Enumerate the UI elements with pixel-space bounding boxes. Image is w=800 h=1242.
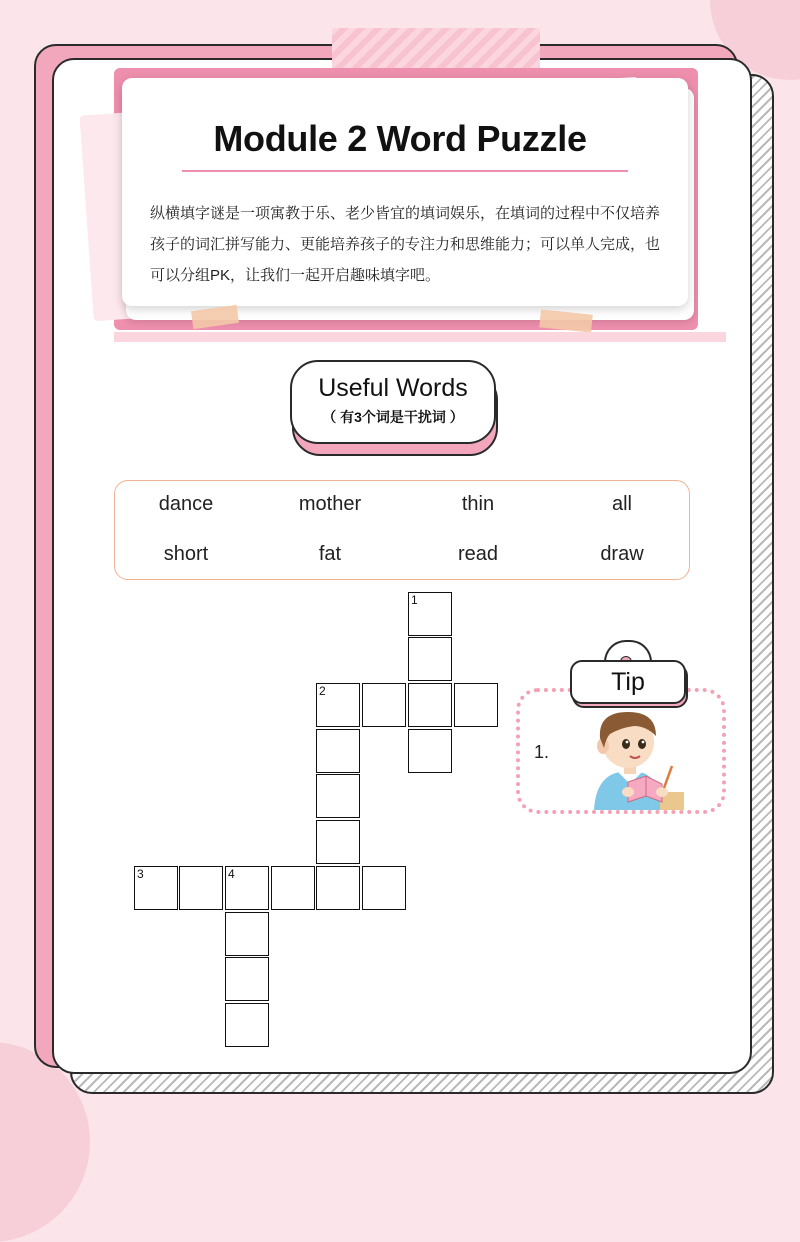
- crossword-cell[interactable]: [225, 957, 269, 1001]
- page-title: Module 2 Word Puzzle: [213, 118, 587, 159]
- crossword-cell[interactable]: [179, 866, 223, 910]
- word-bank-item: mother: [298, 493, 362, 515]
- clue-number: 3: [137, 867, 144, 881]
- clue-number: 2: [319, 684, 326, 698]
- word-bank-item: all: [611, 493, 632, 515]
- crossword-cell[interactable]: [271, 866, 315, 910]
- crossword-cell[interactable]: [408, 729, 452, 773]
- clue-number: 4: [228, 867, 235, 881]
- word-bank-item: short: [163, 543, 209, 565]
- crossword-cell[interactable]: [316, 866, 360, 910]
- crossword-cell[interactable]: [316, 820, 360, 864]
- word-bank-item: dance: [158, 493, 214, 515]
- tip-clue: 1.: [534, 742, 550, 762]
- word-bank-item: thin: [461, 493, 495, 515]
- crossword-cell[interactable]: [362, 683, 406, 727]
- word-bank-item: fat: [318, 543, 342, 565]
- useful-words-badge: [290, 360, 496, 444]
- crossword-cell[interactable]: [362, 866, 406, 910]
- crossword-cell[interactable]: [225, 912, 269, 956]
- boy-reading-illustration: [576, 704, 684, 810]
- header-bottom-strip: [114, 332, 726, 342]
- useful-words-title: Useful Words: [318, 374, 468, 402]
- crossword-cell[interactable]: [316, 774, 360, 818]
- useful-words-note: （ 有3个词是干扰词 ）: [322, 409, 464, 425]
- word-bank-item: read: [457, 543, 499, 565]
- crossword-cell[interactable]: [454, 683, 498, 727]
- tip-label: Tip: [570, 660, 686, 704]
- crossword-cell[interactable]: [408, 683, 452, 727]
- crossword-cell[interactable]: [225, 1003, 269, 1047]
- clue-number: 1: [411, 593, 418, 607]
- title-underline: [182, 170, 628, 172]
- crossword-cell[interactable]: [316, 729, 360, 773]
- word-bank-item: draw: [600, 543, 644, 565]
- crossword-cell[interactable]: [408, 637, 452, 681]
- intro-text: 纵横填字谜是一项寓教于乐、老少皆宜的填词娱乐，在填词的过程中不仅培养孩子的词汇拼写能力、更能培养孩子的专注力和思维能力；可以单人完成，也可以分组PK，让我们一起开启趣味填字吧。: [150, 205, 661, 284]
